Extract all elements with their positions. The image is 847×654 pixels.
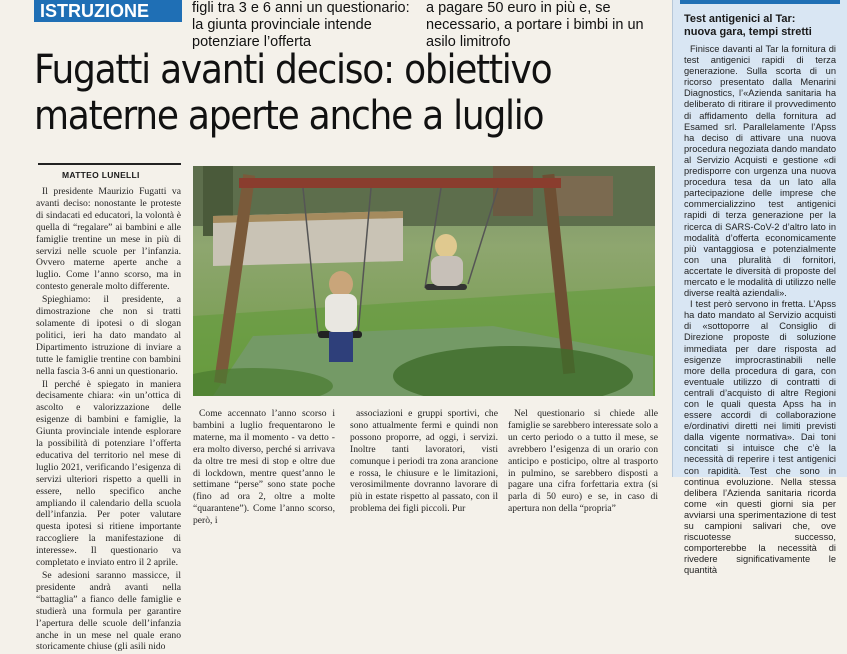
article-column-3 xyxy=(350,408,498,516)
paragraph: Nel questionario si chiede alle famiglie se sarebbero interessate solo a un certo periodo o a tutto il mese, se avrebbero l’esigenza di un orario con anticipo e posticipo, oltre al trasporto in pulmino, se sarebbero disposti a pagare una cifra forfettaria extra (si parla di 50 euro) e se, in caso di apertura non della “propria” xyxy=(508,408,658,515)
sidebar-paragraph: Finisce davanti al Tar la fornitura di test antigenici rapidi di terza generazione. Sulla scorta di un ricorso presentato dalla Menarini Diagnostics, l’«Azienda sanitaria ha deliberato di ritirare il provvedimento di affidamento della fornitura ad Esamed srl. Parallelamente l’Apss ha deciso di attivare una nuova procedura negoziata dando mandato al Servizio Acquisti e gestione «di predisporre con urgenza una nuova procedura tesa da un lato alla partecipazione delle imprese che commercializzino test antigenici rapidi di terza generazione per la ricerca di SARS-CoV-2 d’altro lato in modalità d’offerta economicamente più vantaggiosa e potenzialmente con una pluralità di fornitori, accertate le diversità di proposte del mercato e le modalità di utilizzo nelle diverse realtà aziendali». xyxy=(684,44,836,299)
byline: MATTEO LUNELLI xyxy=(62,170,140,180)
article-column-1 xyxy=(36,186,181,654)
article-photo xyxy=(193,166,655,396)
article-column-2 xyxy=(193,408,335,528)
paragraph: Il perché è spiegato in maniera decisamente chiara: «in un’ottica di ascolto e valorizzazione delle esigenze di bambini e famiglie, la Giunta provinciale intende esplorare la possibilità di potenziare l’offerta educativa del territorio nel mese di luglio 2021, verificando l’esigenza di servizi ulteriori rispetto a quelli in essere, nello specifico anche ampliando il calendario della scuola dell’infanzia. Per poter valutare questa ipotesi si ritiene importante raccogliere la manifestazione di interesse». Il questionario va completato e inviato entro il 2 aprile. xyxy=(36,378,181,569)
headline-line-2: materne aperte anche a luglio xyxy=(34,93,544,139)
sidebar-title-line-1: Test antigenici al Tar: xyxy=(684,13,796,25)
sidebar-paragraph: I test però servono in fretta. L’Apss ha dato mandato al Servizio acquisti di «sottoporre al Consiglio di Direzione proposte di soluzione immediata per dare risposta ad esigenze improcrastinabili nelle more della procedura di gara, con eventuale utilizzo di contratti di centrali d’acquisto di altre Regioni con le quali questa Apss ha in essere accordi di collaborazione e/ordinativi diretti nei limiti previsti dalla vigente normativa». Dai toni concitati si intuisce che c’è la necessità di reperire i test antigenici con rapidità. Test che sono in continua evoluzione. Nella stessa delibera l’Azienda sanitaria ricorda come «in questi giorni sia per avviarsi una sperimentazione di test su campioni salivari che, ove riscuotesse successo, comporterebbe la necessità di rivedere significativamente le quantità xyxy=(684,299,836,576)
paragraph: Spieghiamo: il presidente, a dimostrazione che non si tratti solamente di ipotesi o di slogan politici, ieri ha dato mandato al Dipartimento istruzione di inviare a tutte le famiglie trentine con bambini nella fascia 3-6 anni un questionario. xyxy=(36,294,181,377)
kicker-left: figli tra 3 e 6 anni un questionario: la giunta provinciale intende potenziare l’offerta xyxy=(192,0,410,50)
sidebar-rule xyxy=(680,0,840,4)
kicker-right: a pagare 50 euro in più e, se necessario, a portare i bimbi in un asilo limitrofo xyxy=(426,0,644,50)
headline-line-1: Fugatti avanti deciso: obiettivo xyxy=(34,47,552,93)
sidebar-title xyxy=(684,13,834,39)
paragraph: Come accennato l’anno scorso i bambini a luglio frequentarono le materne, ma il momento - va detto - era molto diverso, perché si arrivava da oltre tre mesi di stop e oltre due di lockdown, mentre quest’anno le settimane “perse” sono state poche (fino ad ora 2, oltre a molte “quarantene”). Come l’anno scorso, però, i xyxy=(193,408,335,527)
paragraph: associazioni e gruppi sportivi, che sono attualmente fermi e quindi non possono proporre, ad oggi, i servizi. Inoltre tanti lavoratori, visti comunque i periodi tra zona arancione e rossa, le chiusure e le limitazioni, verosimilmente dovranno lavorare di più in estate rispetto al passato, con il problema dei figli piccoli. Pur xyxy=(350,408,498,515)
paragraph: Se adesioni saranno massicce, il presidente andrà avanti nella “battaglia” a fianco delle famiglie e studierà una formula per garantire l’apertura delle scuole dell’infanzia anche in un mese nel quale erano storicamente chiuse (gli asili nido xyxy=(36,570,181,653)
article-column-4 xyxy=(508,408,658,516)
sidebar-text xyxy=(684,44,836,577)
sidebar-title-line-2: nuova gara, tempi stretti xyxy=(684,26,812,38)
playground-swings-illustration xyxy=(193,166,655,396)
headline xyxy=(34,47,610,139)
paragraph: Il presidente Maurizio Fugatti va avanti deciso: nonostante le proteste di sindacati ed educatori, la volontà è quella di “regalare” ai bambini e alle famiglie trentine un mese in più di servizi nelle scuole per l’infanzia. Ovvero materne aperte anche a luglio. Come l’anno scorso, ma in contesto generale molto differente. xyxy=(36,186,181,293)
byline-rule xyxy=(38,163,181,165)
section-label: ISTRUZIONE xyxy=(34,0,182,22)
